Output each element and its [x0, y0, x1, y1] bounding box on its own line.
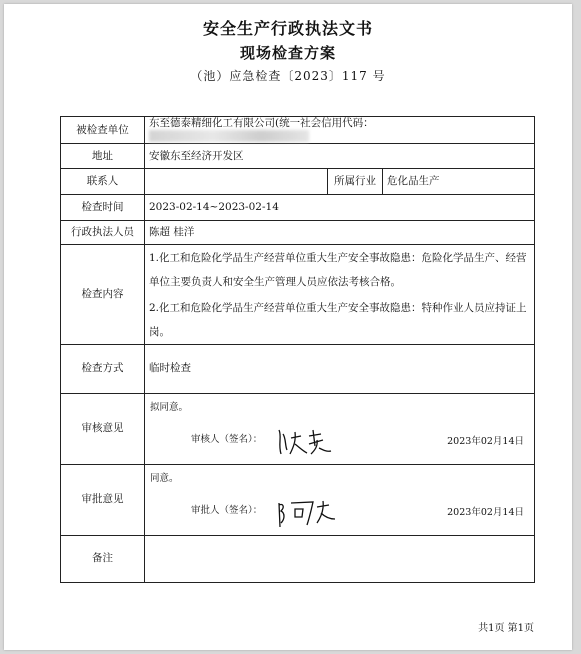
page-indicator: 共1页 第1页: [478, 623, 534, 634]
industry-value: 危化品生产: [383, 169, 535, 195]
row-contact: [61, 169, 535, 195]
content-item-1: 1.化工和危险化学品生产经营单位重大生产安全事故隐患：危险化学品生产、经营单位主要负责人和安全生产管理人员应依法考核合格。: [149, 252, 527, 289]
inspected-unit-value-cell: [145, 117, 535, 144]
redacted-credit-code: [149, 130, 309, 142]
contact-label: 联系人: [61, 169, 145, 195]
document-page: [4, 4, 572, 650]
document-number: （池）应急检查〔2023〕117 号: [190, 69, 386, 83]
inspectors-label: 行政执法人员: [61, 221, 145, 245]
inspectors-value: 陈超 桂洋: [145, 221, 535, 245]
address-value: 安徽东至经济开发区: [145, 144, 535, 169]
method-value: 临时检查: [145, 344, 535, 393]
address-label: 地址: [61, 144, 145, 169]
approver-handwritten-signature: [273, 495, 343, 529]
approval-label: 审批意见: [61, 464, 145, 535]
row-inspectors: [61, 221, 535, 245]
approval-date: 2023年02月14日: [447, 506, 524, 518]
content-item-2: 2.化工和危险化学品生产经营单位重大生产安全事故隐患：特种作业人员应持证上岗。: [149, 301, 527, 338]
review-cell: [145, 393, 535, 464]
inspection-plan-table: [60, 116, 535, 583]
content-value-cell: [145, 245, 535, 345]
document-subtitle: 现场检查方案: [239, 44, 336, 62]
row-inspection-time: [61, 195, 535, 221]
content-label: 检查内容: [61, 245, 145, 345]
document-title: 安全生产行政执法文书: [202, 19, 373, 38]
inspected-unit-label: 被检查单位: [61, 117, 145, 144]
remarks-label: 备注: [61, 535, 145, 582]
row-method: [61, 344, 535, 393]
approval-opinion: 同意。: [150, 472, 179, 484]
row-content: [61, 245, 535, 345]
row-inspected-unit: [61, 117, 535, 144]
inspected-unit-value: 东至德泰精细化工有限公司(统一社会信用代码：: [149, 117, 374, 129]
review-date: 2023年02月14日: [447, 435, 524, 447]
method-label: 检查方式: [61, 344, 145, 393]
reviewer-handwritten-signature: [273, 424, 343, 458]
row-review: [61, 393, 535, 464]
industry-label: 所属行业: [328, 169, 383, 195]
reviewer-signature-label: 审核人（签名）：: [191, 433, 263, 445]
row-remarks: [61, 535, 535, 582]
row-approval: [61, 464, 535, 535]
contact-value: [145, 169, 328, 195]
inspection-time-label: 检查时间: [61, 195, 145, 221]
remarks-value: [145, 535, 535, 582]
approver-signature-label: 审批人（签名）：: [191, 504, 263, 516]
inspection-time-value: 2023-02-14~2023-02-14: [145, 195, 535, 221]
review-label: 审核意见: [61, 393, 145, 464]
approval-cell: [145, 464, 535, 535]
row-address: [61, 144, 535, 169]
review-opinion: 拟同意。: [150, 401, 189, 413]
